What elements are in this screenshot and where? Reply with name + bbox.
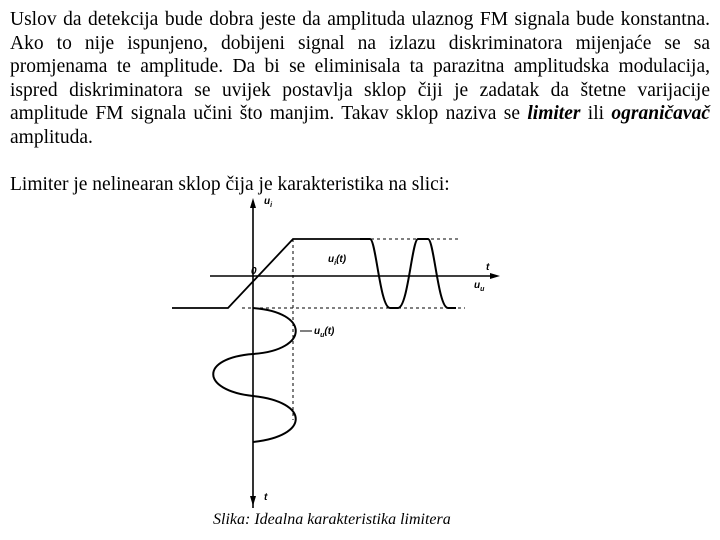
paragraph-text-start: Uslov da detekcija bude dobra jeste da amplituda ulaznog FM signala bude konstantna. Ako to nije ispunjeno, dobijeni signal na izlazu diskriminatora mijenjaće se sa promjenama te amplitude. Da bi se eliminisala ta parazitna amplitudska modulacija, ispred diskriminatora se uvijek postavlja sklop čiji je zadatak da štetne varijacije amplitude FM signala učini što manjim. Takav sklop naziva se [10,9,710,124]
limiter-diagram [160,190,540,508]
intro-paragraph [10,8,710,149]
horizontal-axis-arrow [490,273,500,279]
axis-label-uu: $u_u$ [474,280,485,293]
axis-label-t-right: t [486,262,490,273]
figure-caption: Slika: Idealna karakteristika limitera [213,511,451,528]
label-uu-t: $u_u(t)$ [314,326,335,339]
axis-label-ui: $u_i$ [264,196,273,209]
limiter-characteristic-curve [172,239,360,308]
term-ogranicavac: ograničavač [611,103,710,124]
paragraph-text-end: amplituda. [10,126,93,148]
output-signal-ui-waveform [360,239,456,308]
origin-label: 0 [251,266,257,277]
vertical-axis-arrow-up [250,198,256,208]
limiter-characteristic-figure [160,190,540,508]
axis-label-t-bottom: t [264,492,268,503]
input-signal-uu-waveform [213,308,296,442]
vertical-axis-arrow-down [250,496,256,506]
term-limiter: limiter [527,103,581,124]
label-ui-t: $u_i(t)$ [328,254,347,267]
second-line-text: Limiter je nelinearan sklop čija je karakteristika na slici: [10,174,450,195]
paragraph-text-ili: ili [580,103,612,124]
